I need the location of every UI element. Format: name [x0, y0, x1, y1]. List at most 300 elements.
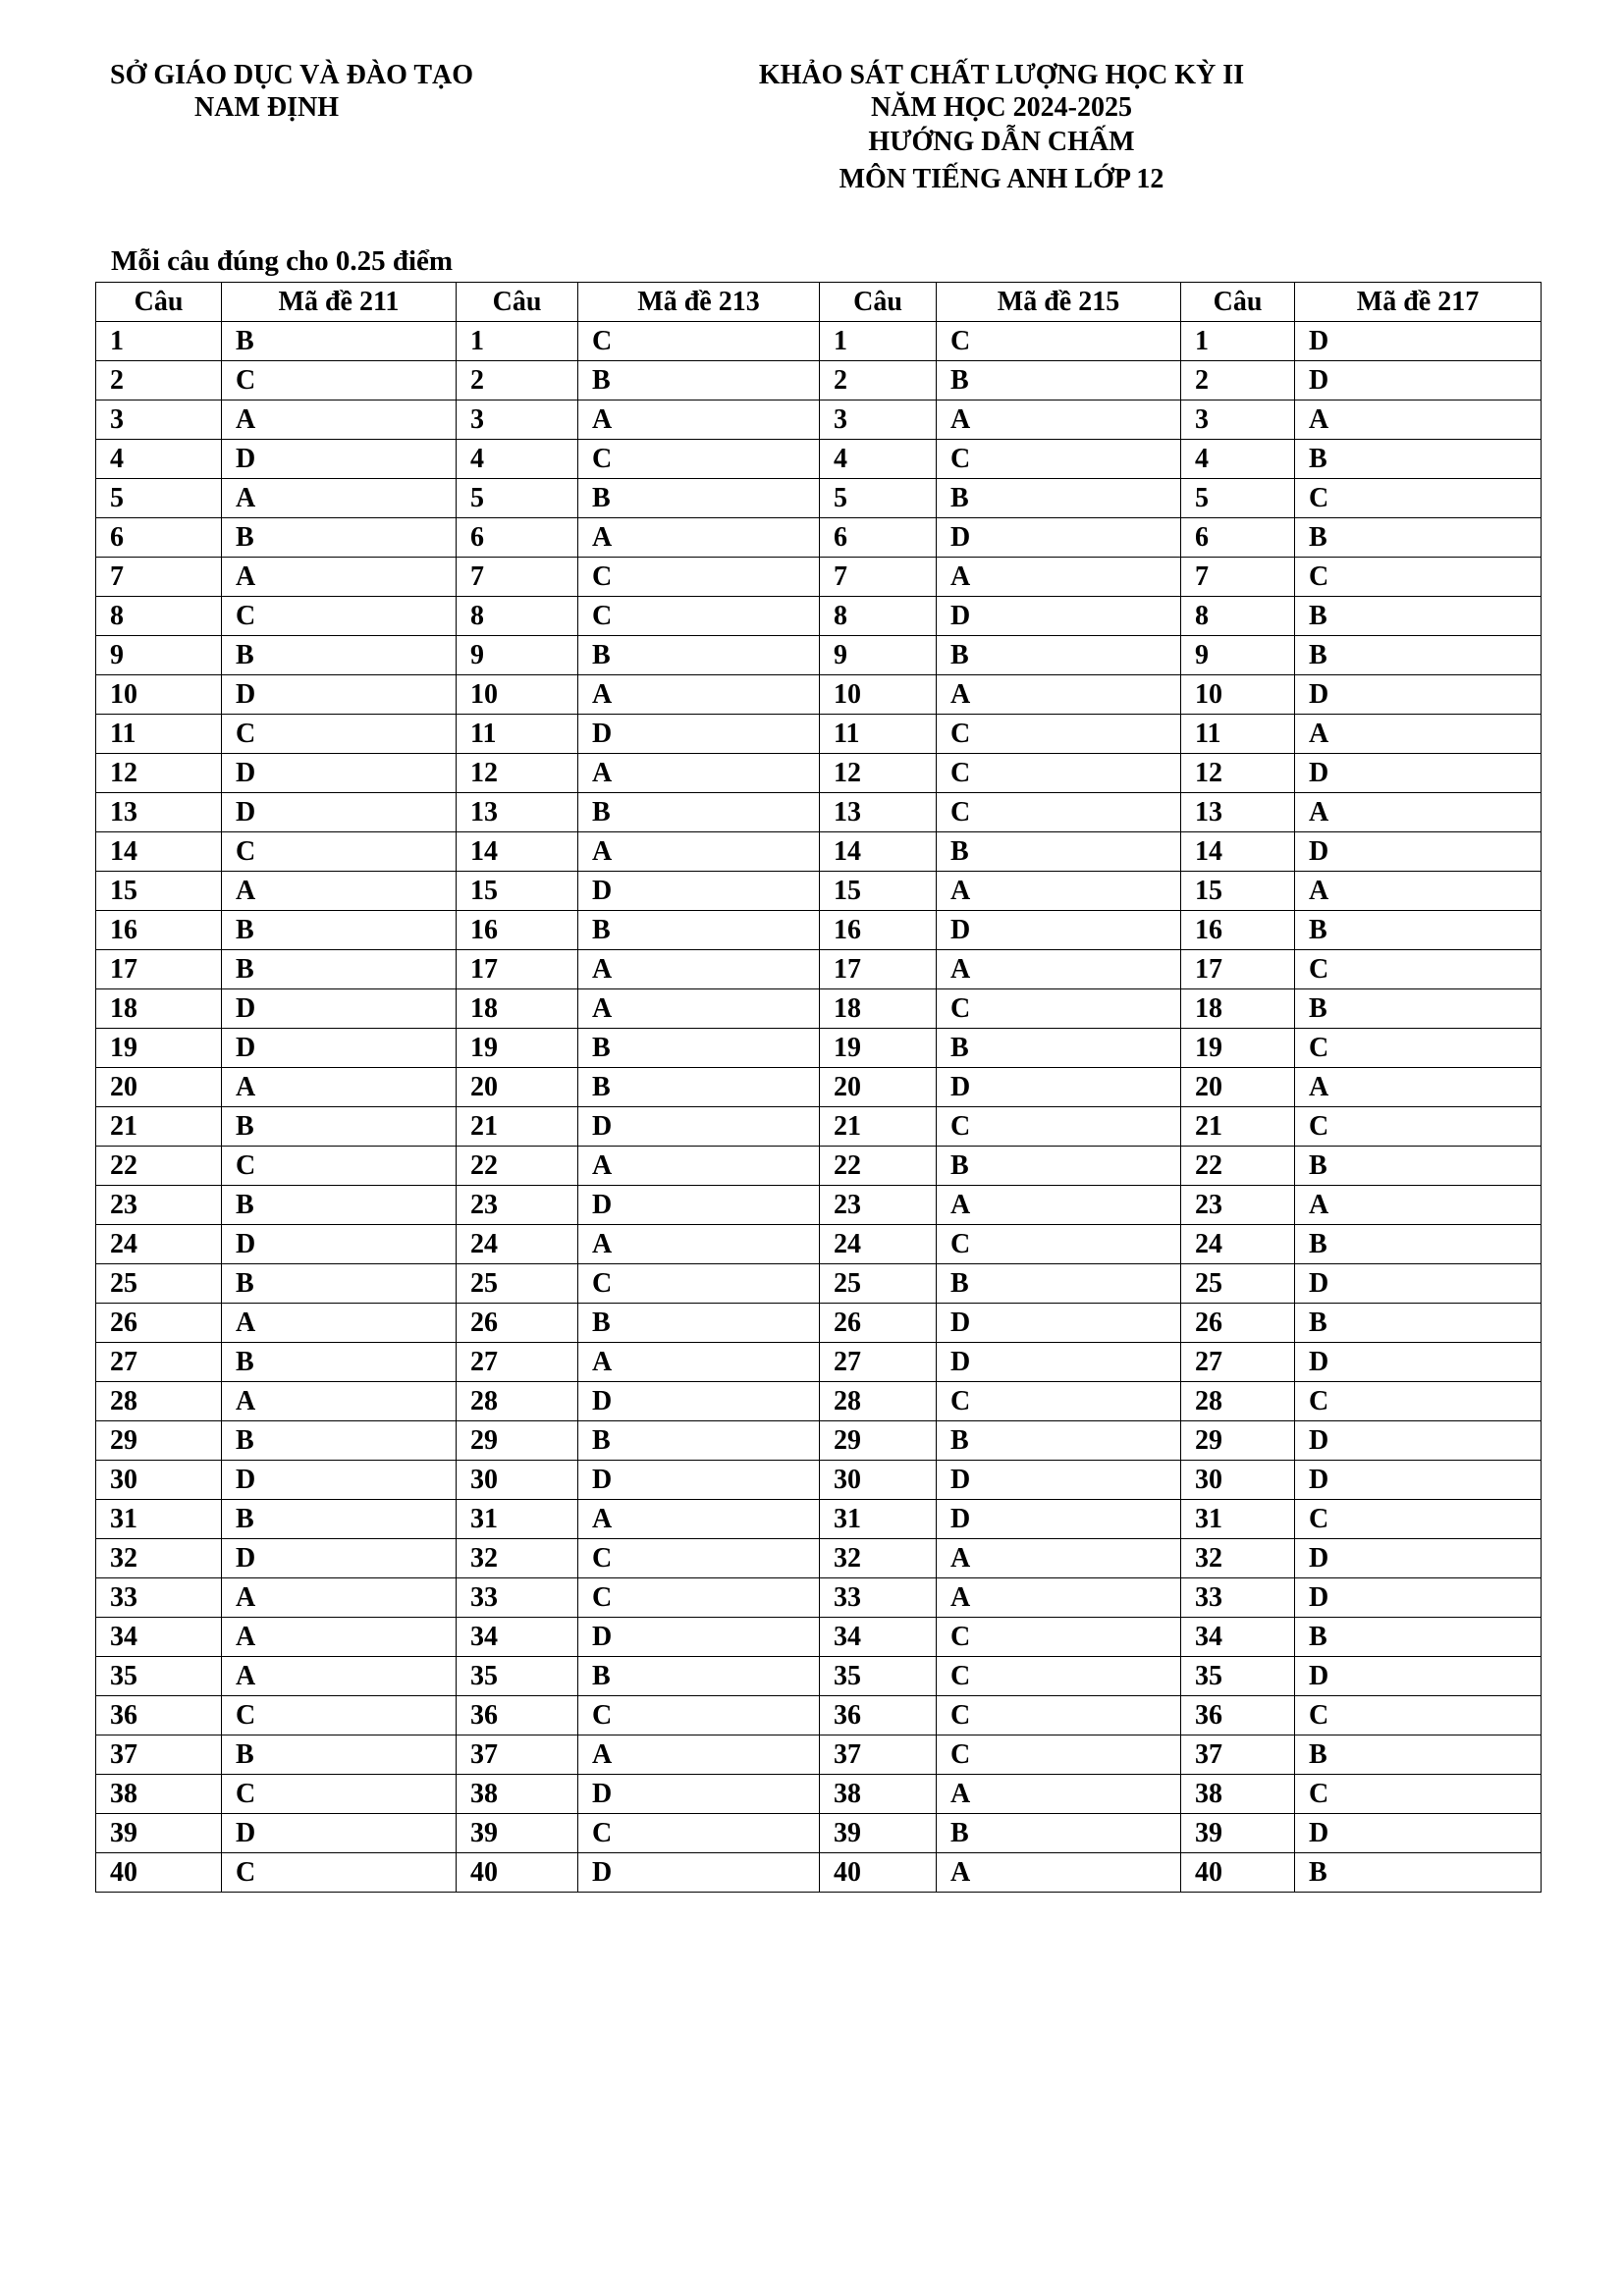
question-number: 8	[96, 597, 222, 636]
answer-215: A	[937, 872, 1181, 911]
table-row	[96, 1186, 1542, 1225]
answer-213: D	[578, 872, 820, 911]
question-number: 25	[1181, 1264, 1295, 1304]
question-number: 14	[1181, 832, 1295, 872]
answer-215: C	[937, 440, 1181, 479]
answer-217: D	[1295, 1264, 1542, 1304]
answer-213: D	[578, 1775, 820, 1814]
answer-211: B	[222, 636, 457, 675]
answer-217: B	[1295, 518, 1542, 558]
question-number: 15	[96, 872, 222, 911]
table-row	[96, 1814, 1542, 1853]
question-number: 37	[1181, 1735, 1295, 1775]
question-number: 33	[96, 1578, 222, 1618]
question-number: 13	[96, 793, 222, 832]
answer-211: D	[222, 754, 457, 793]
question-number: 34	[1181, 1618, 1295, 1657]
question-number: 23	[1181, 1186, 1295, 1225]
answer-213: D	[578, 1618, 820, 1657]
table-header-row	[96, 283, 1542, 322]
question-number: 39	[96, 1814, 222, 1853]
answer-211: B	[222, 1264, 457, 1304]
answer-217: A	[1295, 1186, 1542, 1225]
question-number: 3	[457, 400, 578, 440]
question-number: 33	[457, 1578, 578, 1618]
question-number: 15	[820, 872, 937, 911]
answer-213: B	[578, 1657, 820, 1696]
answer-213: B	[578, 1029, 820, 1068]
answer-213: A	[578, 989, 820, 1029]
table-row	[96, 1343, 1542, 1382]
question-number: 26	[457, 1304, 578, 1343]
department-name: SỞ GIÁO DỤC VÀ ĐÀO TẠO	[110, 60, 474, 90]
question-number: 5	[1181, 479, 1295, 518]
answer-217: B	[1295, 1853, 1542, 1893]
answer-rows	[96, 322, 1542, 1893]
answer-213: C	[578, 1696, 820, 1735]
answer-215: A	[937, 675, 1181, 715]
answer-217: C	[1295, 1029, 1542, 1068]
table-row	[96, 950, 1542, 989]
answer-213: B	[578, 911, 820, 950]
answer-213: A	[578, 832, 820, 872]
question-number: 18	[96, 989, 222, 1029]
answer-215: B	[937, 1147, 1181, 1186]
question-number: 36	[96, 1696, 222, 1735]
question-number: 18	[820, 989, 937, 1029]
table-row	[96, 832, 1542, 872]
table-row	[96, 1304, 1542, 1343]
answer-217: D	[1295, 1461, 1542, 1500]
question-number: 17	[1181, 950, 1295, 989]
question-number: 9	[96, 636, 222, 675]
question-number: 32	[457, 1539, 578, 1578]
answer-217: D	[1295, 1657, 1542, 1696]
question-number: 16	[820, 911, 937, 950]
question-number: 1	[1181, 322, 1295, 361]
question-number: 28	[1181, 1382, 1295, 1421]
table-row	[96, 793, 1542, 832]
question-number: 16	[96, 911, 222, 950]
question-number: 9	[457, 636, 578, 675]
answer-211: A	[222, 400, 457, 440]
answer-213: B	[578, 636, 820, 675]
answer-211: D	[222, 793, 457, 832]
answer-213: C	[578, 1539, 820, 1578]
question-number: 26	[820, 1304, 937, 1343]
question-number: 34	[820, 1618, 937, 1657]
table-row	[96, 1657, 1542, 1696]
question-number: 13	[820, 793, 937, 832]
table-row	[96, 597, 1542, 636]
question-number: 23	[457, 1186, 578, 1225]
table-row	[96, 440, 1542, 479]
answer-213: C	[578, 558, 820, 597]
answer-215: C	[937, 1382, 1181, 1421]
answer-215: C	[937, 1657, 1181, 1696]
answer-211: A	[222, 1657, 457, 1696]
answer-211: A	[222, 872, 457, 911]
question-number: 17	[96, 950, 222, 989]
question-number: 14	[457, 832, 578, 872]
answer-217: C	[1295, 1382, 1542, 1421]
question-number: 24	[1181, 1225, 1295, 1264]
question-number: 29	[820, 1421, 937, 1461]
answer-215: D	[937, 1068, 1181, 1107]
answer-213: A	[578, 754, 820, 793]
table-row	[96, 1775, 1542, 1814]
question-number: 6	[1181, 518, 1295, 558]
answer-211: A	[222, 1578, 457, 1618]
question-number: 31	[96, 1500, 222, 1539]
question-number: 28	[96, 1382, 222, 1421]
question-number: 22	[820, 1147, 937, 1186]
answer-213: D	[578, 1461, 820, 1500]
answer-213: A	[578, 1225, 820, 1264]
question-number: 7	[820, 558, 937, 597]
answer-217: B	[1295, 1735, 1542, 1775]
answer-213: A	[578, 675, 820, 715]
question-number: 40	[1181, 1853, 1295, 1893]
answer-217: C	[1295, 1500, 1542, 1539]
question-number: 17	[820, 950, 937, 989]
answer-215: D	[937, 1343, 1181, 1382]
column-header: Mã đề 213	[578, 283, 820, 322]
table-row	[96, 1264, 1542, 1304]
question-number: 13	[457, 793, 578, 832]
question-number: 5	[457, 479, 578, 518]
question-number: 25	[96, 1264, 222, 1304]
question-number: 40	[96, 1853, 222, 1893]
answer-215: C	[937, 1107, 1181, 1147]
question-number: 37	[96, 1735, 222, 1775]
answer-217: B	[1295, 911, 1542, 950]
question-number: 14	[820, 832, 937, 872]
answer-211: B	[222, 1500, 457, 1539]
answer-213: A	[578, 1147, 820, 1186]
table-row	[96, 911, 1542, 950]
answer-211: D	[222, 675, 457, 715]
question-number: 15	[457, 872, 578, 911]
question-number: 19	[96, 1029, 222, 1068]
answer-211: C	[222, 1696, 457, 1735]
question-number: 29	[1181, 1421, 1295, 1461]
question-number: 28	[820, 1382, 937, 1421]
question-number: 17	[457, 950, 578, 989]
question-number: 11	[820, 715, 937, 754]
question-number: 25	[820, 1264, 937, 1304]
table-row	[96, 872, 1542, 911]
answer-211: C	[222, 715, 457, 754]
question-number: 10	[1181, 675, 1295, 715]
answer-215: B	[937, 832, 1181, 872]
table-row	[96, 1500, 1542, 1539]
question-number: 34	[457, 1618, 578, 1657]
question-number: 34	[96, 1618, 222, 1657]
answer-211: D	[222, 989, 457, 1029]
question-number: 8	[820, 597, 937, 636]
answer-213: A	[578, 1735, 820, 1775]
question-number: 11	[96, 715, 222, 754]
question-number: 32	[96, 1539, 222, 1578]
question-number: 4	[1181, 440, 1295, 479]
question-number: 3	[1181, 400, 1295, 440]
answer-217: B	[1295, 597, 1542, 636]
answer-213: D	[578, 1186, 820, 1225]
answer-211: C	[222, 597, 457, 636]
table-row	[96, 675, 1542, 715]
answer-215: B	[937, 1814, 1181, 1853]
answer-211: B	[222, 1421, 457, 1461]
table-row	[96, 361, 1542, 400]
answer-215: A	[937, 400, 1181, 440]
answer-215: C	[937, 1735, 1181, 1775]
answer-215: C	[937, 715, 1181, 754]
question-number: 21	[1181, 1107, 1295, 1147]
question-number: 24	[820, 1225, 937, 1264]
table-row	[96, 322, 1542, 361]
question-number: 32	[1181, 1539, 1295, 1578]
question-number: 20	[820, 1068, 937, 1107]
issuer-block	[110, 59, 522, 124]
answer-217: A	[1295, 400, 1542, 440]
question-number: 5	[96, 479, 222, 518]
question-number: 26	[1181, 1304, 1295, 1343]
question-number: 16	[457, 911, 578, 950]
scoring-note: Mỗi câu đúng cho 0.25 điểm	[111, 245, 454, 277]
question-number: 2	[457, 361, 578, 400]
question-number: 29	[96, 1421, 222, 1461]
question-number: 30	[457, 1461, 578, 1500]
question-number: 2	[820, 361, 937, 400]
question-number: 39	[457, 1814, 578, 1853]
answer-211: A	[222, 1618, 457, 1657]
question-number: 8	[457, 597, 578, 636]
answer-211: B	[222, 322, 457, 361]
answer-217: B	[1295, 1225, 1542, 1264]
question-number: 32	[820, 1539, 937, 1578]
question-number: 9	[820, 636, 937, 675]
question-number: 2	[96, 361, 222, 400]
answer-213: B	[578, 479, 820, 518]
question-number: 4	[820, 440, 937, 479]
question-number: 21	[820, 1107, 937, 1147]
answer-217: B	[1295, 1147, 1542, 1186]
table-row	[96, 754, 1542, 793]
answer-213: A	[578, 950, 820, 989]
question-number: 27	[1181, 1343, 1295, 1382]
answer-215: D	[937, 1500, 1181, 1539]
column-header: Câu	[457, 283, 578, 322]
answer-217: D	[1295, 1421, 1542, 1461]
answer-217: C	[1295, 1696, 1542, 1735]
table-row	[96, 518, 1542, 558]
question-number: 22	[457, 1147, 578, 1186]
question-number: 35	[96, 1657, 222, 1696]
table-row	[96, 1578, 1542, 1618]
question-number: 18	[457, 989, 578, 1029]
answer-217: D	[1295, 754, 1542, 793]
question-number: 29	[457, 1421, 578, 1461]
question-number: 12	[457, 754, 578, 793]
answer-215: C	[937, 1225, 1181, 1264]
answer-215: C	[937, 989, 1181, 1029]
answer-215: B	[937, 361, 1181, 400]
question-number: 20	[1181, 1068, 1295, 1107]
answer-215: A	[937, 1853, 1181, 1893]
answer-217: B	[1295, 1618, 1542, 1657]
column-header: Câu	[820, 283, 937, 322]
document-title: HƯỚNG DẪN CHẤM	[868, 127, 1135, 157]
question-number: 6	[457, 518, 578, 558]
answer-215: B	[937, 1421, 1181, 1461]
answer-217: B	[1295, 440, 1542, 479]
question-number: 27	[96, 1343, 222, 1382]
answer-211: B	[222, 1343, 457, 1382]
table-row	[96, 989, 1542, 1029]
answer-211: C	[222, 1147, 457, 1186]
answer-211: A	[222, 479, 457, 518]
answer-213: B	[578, 1304, 820, 1343]
answer-215: C	[937, 1618, 1181, 1657]
answer-215: C	[937, 793, 1181, 832]
answer-211: B	[222, 911, 457, 950]
question-number: 12	[1181, 754, 1295, 793]
answer-213: A	[578, 400, 820, 440]
table-row	[96, 1461, 1542, 1500]
question-number: 21	[96, 1107, 222, 1147]
answer-213: B	[578, 1421, 820, 1461]
question-number: 19	[457, 1029, 578, 1068]
answer-217: B	[1295, 989, 1542, 1029]
answer-211: D	[222, 1225, 457, 1264]
answer-217: D	[1295, 1539, 1542, 1578]
question-number: 15	[1181, 872, 1295, 911]
answer-213: A	[578, 1343, 820, 1382]
answer-215: D	[937, 911, 1181, 950]
answer-217: D	[1295, 361, 1542, 400]
column-header: Mã đề 211	[222, 283, 457, 322]
question-number: 26	[96, 1304, 222, 1343]
answer-211: B	[222, 1107, 457, 1147]
answer-215: C	[937, 754, 1181, 793]
question-number: 1	[96, 322, 222, 361]
question-number: 4	[457, 440, 578, 479]
answer-211: B	[222, 1186, 457, 1225]
table-row	[96, 1068, 1542, 1107]
answer-215: A	[937, 1775, 1181, 1814]
question-number: 40	[820, 1853, 937, 1893]
answer-215: A	[937, 1539, 1181, 1578]
answer-213: D	[578, 1853, 820, 1893]
answer-211: C	[222, 1853, 457, 1893]
question-number: 12	[96, 754, 222, 793]
question-number: 24	[457, 1225, 578, 1264]
answer-215: A	[937, 1578, 1181, 1618]
answer-217: A	[1295, 872, 1542, 911]
question-number: 7	[96, 558, 222, 597]
question-number: 2	[1181, 361, 1295, 400]
answer-215: B	[937, 1264, 1181, 1304]
question-number: 31	[457, 1500, 578, 1539]
question-number: 6	[820, 518, 937, 558]
question-number: 28	[457, 1382, 578, 1421]
answer-211: D	[222, 1029, 457, 1068]
answer-211: B	[222, 518, 457, 558]
question-number: 1	[457, 322, 578, 361]
question-number: 24	[96, 1225, 222, 1264]
question-number: 16	[1181, 911, 1295, 950]
question-number: 12	[820, 754, 937, 793]
answer-217: C	[1295, 558, 1542, 597]
answer-215: B	[937, 1029, 1181, 1068]
question-number: 37	[820, 1735, 937, 1775]
question-number: 35	[820, 1657, 937, 1696]
question-number: 5	[820, 479, 937, 518]
table-row	[96, 1735, 1542, 1775]
table-row	[96, 1618, 1542, 1657]
question-number: 10	[96, 675, 222, 715]
answer-213: C	[578, 1264, 820, 1304]
question-number: 23	[820, 1186, 937, 1225]
answer-217: D	[1295, 322, 1542, 361]
answer-213: C	[578, 440, 820, 479]
answer-key-table	[95, 282, 1542, 1893]
answer-217: D	[1295, 1814, 1542, 1853]
table-row	[96, 1147, 1542, 1186]
question-number: 20	[96, 1068, 222, 1107]
answer-213: B	[578, 1068, 820, 1107]
answer-217: B	[1295, 1304, 1542, 1343]
question-number: 7	[457, 558, 578, 597]
question-number: 31	[820, 1500, 937, 1539]
answer-211: D	[222, 1539, 457, 1578]
question-number: 20	[457, 1068, 578, 1107]
answer-213: D	[578, 1382, 820, 1421]
question-number: 33	[1181, 1578, 1295, 1618]
question-number: 7	[1181, 558, 1295, 597]
question-number: 22	[96, 1147, 222, 1186]
answer-213: C	[578, 322, 820, 361]
subject-title: MÔN TIẾNG ANH LỚP 12	[839, 164, 1164, 194]
table-row	[96, 558, 1542, 597]
question-number: 38	[457, 1775, 578, 1814]
question-number: 39	[1181, 1814, 1295, 1853]
question-number: 10	[820, 675, 937, 715]
answer-213: C	[578, 1578, 820, 1618]
question-number: 25	[457, 1264, 578, 1304]
question-number: 36	[1181, 1696, 1295, 1735]
table-row	[96, 1539, 1542, 1578]
question-number: 38	[96, 1775, 222, 1814]
question-number: 11	[457, 715, 578, 754]
answer-215: D	[937, 1304, 1181, 1343]
table-row	[96, 636, 1542, 675]
question-number: 14	[96, 832, 222, 872]
answer-215: D	[937, 1461, 1181, 1500]
table-row	[96, 1696, 1542, 1735]
question-number: 38	[1181, 1775, 1295, 1814]
answer-211: A	[222, 1068, 457, 1107]
table-row	[96, 1853, 1542, 1893]
answer-213: A	[578, 1500, 820, 1539]
question-number: 19	[820, 1029, 937, 1068]
answer-211: D	[222, 1814, 457, 1853]
question-number: 11	[1181, 715, 1295, 754]
answer-213: C	[578, 597, 820, 636]
answer-213: B	[578, 361, 820, 400]
answer-217: C	[1295, 479, 1542, 518]
